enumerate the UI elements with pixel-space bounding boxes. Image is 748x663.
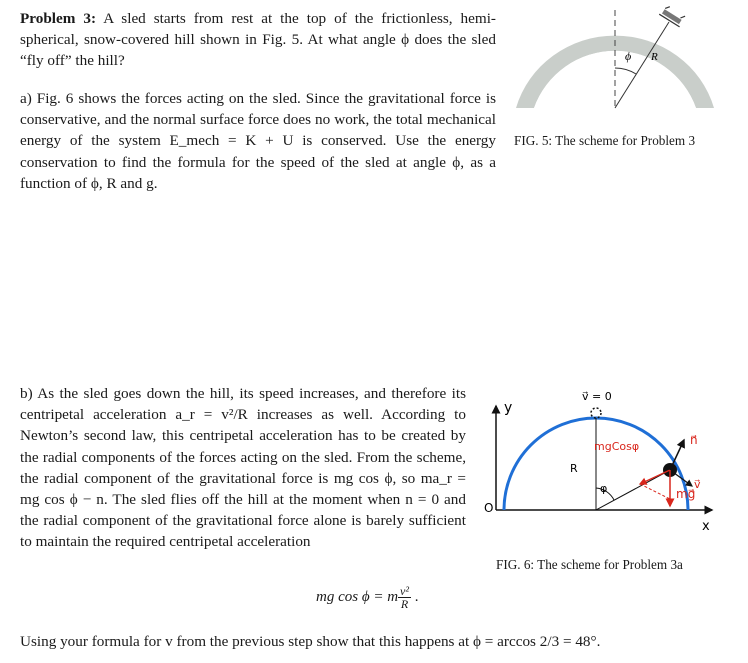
part-b-text: b) As the sled goes down the hill, its speed increases, and therefore its centripetal acceleration a_r = v²/R increases as well. According to Newton’s second law, this centripetal acceleration has to be created by the radial components of the forces acting on the sled. From the scheme, the radial component of the gravitational force is mg cos ϕ, so ma_r = mg cos ϕ − n. The sled flies off the hill at the moment when n = 0 and the radial component of the gravitational force alone is barely sufficient to maintain the required centripetal acceleration [20, 385, 466, 551]
problem-statement [20, 8, 496, 72]
equation-tail: . [414, 588, 419, 605]
centripetal-equation [316, 585, 418, 610]
fig6-v-top-label: v⃗ = 0 [582, 390, 612, 403]
sled-icon [659, 4, 686, 27]
equation-numerator: v² [400, 584, 409, 598]
fig6-origin-label: O [484, 501, 494, 515]
fig6-caption: FIG. 6: The scheme for Problem 3a [496, 557, 683, 572]
problem-text: A sled starts from rest at the top of the frictionless, hemi-spherical, snow-covered hill shown in Fig. 5. At what angle ϕ does the sled “fly off” the hill? [20, 10, 496, 70]
fig6-mg-label: mg⃗ [676, 487, 696, 501]
fig5-r-label: R [651, 51, 658, 63]
final-text: Using your formula for v from the previous step show that this happens at ϕ = arccos 2/3 = 48°. [20, 633, 601, 650]
fig5-caption: FIG. 5: The scheme for Problem 3 [514, 133, 696, 148]
figure-6 [484, 388, 724, 538]
mgcos-dash [640, 484, 672, 500]
fig5-phi-label: ϕ [625, 49, 632, 63]
mgcos-arrow [640, 470, 670, 484]
fig6-mgcos-label: mgCosφ [594, 440, 640, 453]
part-a-text: a) Fig. 6 shows the forces acting on the sled. Since the gravitational force is conservative, and the normal surface force does no work, the total mechanical energy of the system E_mech = K + U is conserved. Use the energy conservation to find the formula for the speed of the sled at angle ϕ, as a function of ϕ, R and g. [20, 90, 496, 192]
fig6-y-label: y [504, 400, 513, 416]
fig6-n-label: n⃗ [690, 433, 698, 447]
fig6-v-label: v⃗ [694, 478, 701, 491]
fig6-x-label: x [702, 519, 710, 534]
fig6-phi-label: φ [600, 482, 608, 495]
equation-lhs: mg cos ϕ = m [316, 588, 399, 605]
problem-label: Problem 3: [20, 10, 97, 27]
figure-5 [511, 4, 721, 114]
fig6-r-label: R [570, 462, 578, 475]
equation-fraction [398, 585, 411, 610]
equation-denominator: R [400, 597, 409, 611]
